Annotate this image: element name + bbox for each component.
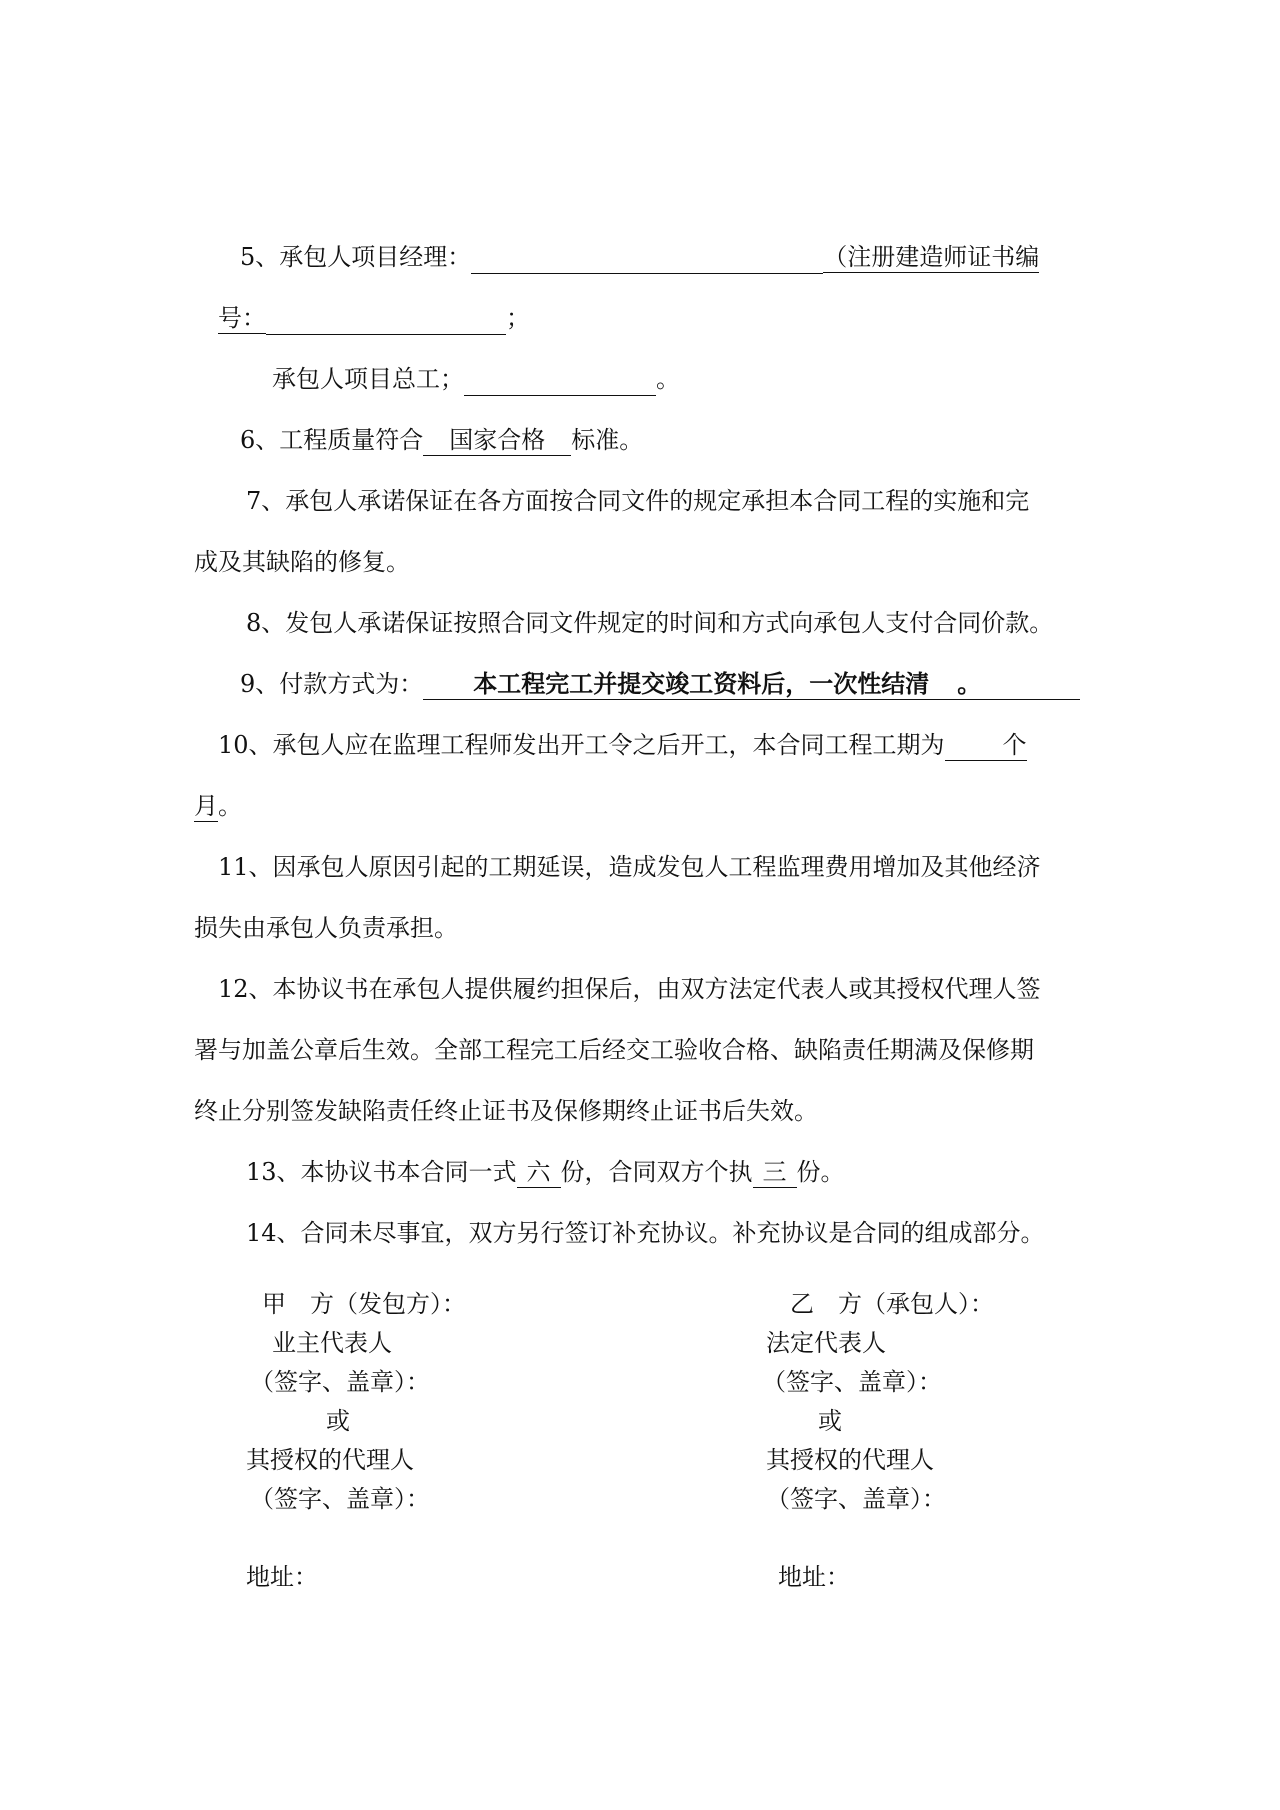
item-12-line-3: 终止分别签发缺陷责任终止证书及保修期终止证书后失效。 [194,1097,818,1125]
item-7-line-2: 成及其缺陷的修复。 [194,548,410,576]
item-11-line-1: 11、因承包人原因引起的工期延误，造成发包人工程监理费用增加及其他经济 [218,853,1041,881]
item-7-line-1: 7、承包人承诺保证在各方面按合同文件的规定承担本合同工程的实施和完 [246,487,1030,515]
item-14: 14、合同未尽事宜，双方另行签订补充协议。补充协议是合同的组成部分。 [246,1219,1045,1247]
duration-blank[interactable] [945,730,1027,761]
party-a-sign-2: （签字、盖章）： [250,1485,430,1513]
party-a-or: 或 [326,1407,350,1435]
item-5-cert-label: （注册建造师证书编 [823,243,1040,271]
item-13-end: 份。 [796,1158,845,1186]
item-13 [246,1155,845,1189]
copies-total: 六 [517,1157,561,1188]
party-b-sign-2: （签字、盖章）： [766,1485,946,1513]
item-10-end: 。 [218,792,242,820]
item-5-line-2 [218,301,530,335]
item-5-line-1 [240,240,1039,274]
party-a-title: 甲 方（发包方）： [262,1290,466,1318]
project-manager-blank[interactable] [471,243,823,274]
item-8: 8、发包人承诺保证按照合同文件规定的时间和方式向承包人支付合同价款。 [246,609,1054,637]
item-6 [240,423,643,457]
copies-each: 三 [753,1157,797,1188]
quality-standard-value: 国家合格 [423,425,571,456]
duration-unit-2: 月 [194,792,218,820]
chief-engineer-label: 承包人项目总工； [272,365,464,393]
party-b-agent: 其授权的代理人 [766,1446,934,1474]
item-6-label: 6、工程质量符合 [240,426,424,454]
item-10-label: 10、承包人应在监理工程师发出开工令之后开工，本合同工程工期为 [218,731,945,759]
semicolon: ； [506,304,530,332]
payment-label: 9、付款方式为： [240,670,424,698]
cert-number-label: 号： [218,304,266,332]
party-a-address: 地址： [246,1563,318,1591]
item-10-line-2 [194,789,242,823]
item-10-line-1 [218,728,1027,762]
item-13-mid: 份，合同双方个执 [560,1158,753,1186]
party-b-title: 乙 方（承包人）： [790,1290,994,1318]
party-a-agent: 其授权的代理人 [246,1446,414,1474]
party-b-address: 地址： [778,1563,850,1591]
party-a-sign-1: （签字、盖章）： [250,1368,430,1396]
payment-method-value [423,669,1080,700]
item-12-line-1: 12、本协议书在承包人提供履约担保后，由双方法定代表人或其授权代理人签 [218,975,1041,1003]
item-5-label: 5、承包人项目经理： [240,243,472,271]
item-13-label: 13、本协议书本合同一式 [246,1158,517,1186]
party-a-rep: 业主代表人 [272,1329,392,1357]
period: 。 [656,365,680,393]
payment-method-text: 本工程完工并提交竣工资料后，一次性结清 [473,669,930,698]
item-6-end: 标准。 [571,426,644,454]
payment-method-end: 。 [957,669,982,698]
item-12-line-2: 署与加盖公章后生效。全部工程完工后经交工验收合格、缺陷责任期满及保修期 [194,1036,1034,1064]
item-9 [240,667,1092,701]
duration-unit-1: 个 [1002,731,1027,759]
party-b-or: 或 [818,1407,842,1435]
cert-number-blank[interactable] [266,304,506,335]
party-b-rep: 法定代表人 [766,1329,886,1357]
item-5-line-3 [272,362,680,396]
chief-engineer-blank[interactable] [464,365,656,396]
item-11-line-2: 损失由承包人负责承担。 [194,914,458,942]
party-b-sign-1: （签字、盖章）： [762,1368,942,1396]
